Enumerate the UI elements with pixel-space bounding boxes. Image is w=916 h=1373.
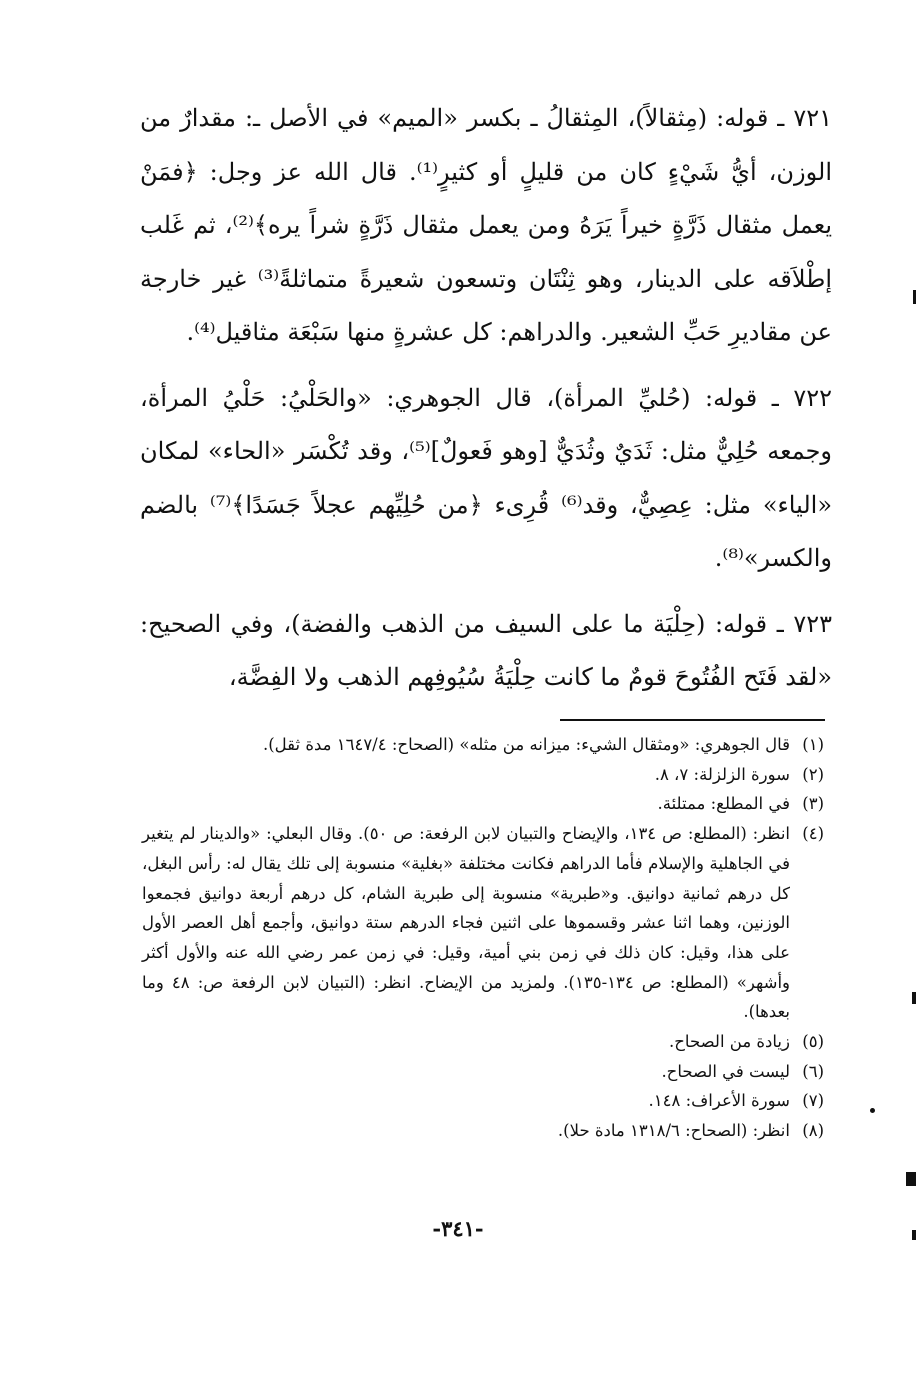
footnote-text: زيادة من الصحاح.: [669, 1032, 790, 1052]
footnote-text: انظر: (المطلع: ص ١٣٤، والإيضاح والتبيان لابن الرفعة: ص ٥٠). وقال البعلي: «والدينار لم يتغير في الجاهلية والإسلام فأما الدراهم فكانت مختلفة «بغلية» منسوبة إلى تلك يقال له: رأس البغل، كل درهم ثمانية دوانيق. و«طبرية» منسوبة إلى طبرية الشام، كل درهم أربعة دوانيق فجمعوا الوزنين، وهما اثنا عشر وقسموها على اثنين فجاء الدرهم ستة دوانيق، وأجمع أهل العصر الأول على هذا، وقيل: كان ذلك في زمن بني أمية، وقيل: في زمن عمر رضي الله عنه والأول أكثر وأشهر» (المطلع: ص ١٣٤-١٣٥). ولمزيد من الإيضاح. انظر: (التبيان لابن الرفعة ص: ٤٨ وما بعدها).: [142, 824, 790, 1022]
footnote-5: [142, 1027, 824, 1057]
footnote-number: (٥): [802, 1032, 824, 1052]
scan-mark: [912, 1230, 916, 1240]
scan-mark: [912, 992, 916, 1004]
footnote-7: [142, 1086, 824, 1116]
footnote-text: سورة الزلزلة: ٧، ٨.: [654, 764, 790, 784]
paragraph-721: ٧٢١ ـ قوله: (مِثقالاً)، المِثقالُ ـ بكسر «الميم» في الأصل ـ: مقدارٌ من الوزن، أيُّ شَيْءٍ كان من قليلٍ أو كثيرٍ⁽¹⁾. قال الله عز وجل: ﴿فمَنْ يعمل مثقال ذَرَّةٍ خيراً يَرَهُ ومن يعمل مثقال ذَرَّةٍ شراً يره﴾⁽²⁾، ثم غَلب إطْلاَقه على الدينار، وهو ثِنْتَان وتسعون شعيرةً متماثلةً⁽³⁾ غير خارجة عن مقاديرِ حَبِّ الشعير. والدراهم: كل عشرةٍ منها سَبْعَة مثاقيل⁽⁴⁾.: [140, 104, 832, 346]
footnote-number: (٢): [802, 764, 824, 784]
footnote-number: (٨): [802, 1121, 824, 1141]
footnote-number: (٦): [802, 1061, 824, 1081]
footnote-text: ليست في الصحاح.: [661, 1061, 790, 1081]
footnote-6: [142, 1057, 824, 1087]
footnote-4: [142, 819, 824, 1027]
footnote-text: انظر: (الصحاح: ١٣١٨/٦ مادة حلا).: [557, 1121, 790, 1141]
footnote-number: (١): [802, 735, 824, 754]
footnote-separator: [560, 719, 825, 721]
footnote-text: في المطلع: ممتلئة.: [657, 794, 790, 814]
footnote-1: [142, 730, 824, 760]
page-number: -٣٤١-: [432, 1216, 484, 1241]
footnote-text: قال الجوهري: «ومثقال الشيء: ميزانه من مثله» (الصحاح: ١٦٤٧/٤ مدة ثقل).: [262, 735, 790, 754]
footnote-number: (٤): [802, 824, 824, 844]
paragraph-723: ٧٢٣ ـ قوله: (حِلْيَة ما على السيف من الذهب والفضة)، وفي الصحيح: «لقد فَتَح الفُتُوحَ قومٌ ما كانت حِلْيَةُ سُيُوفِهم الذهب ولا الفِضَّة،: [140, 609, 832, 691]
scan-mark: [906, 1172, 916, 1186]
scan-mark: [870, 1108, 875, 1113]
paragraph-722: ٧٢٢ ـ قوله: (حُليِّ المرأة)، قال الجوهري: «والحَلْيُ: حَلْيُ المرأة، وجمعه حُلِيٌّ مثل: ثَدَيٌ وثُدَيٌّ [وهو فَعولٌ]⁽⁵⁾، وقد تُكْسَر «الحاء» لمكان «الياء» مثل: عِصِيٌّ، وقد⁽⁶⁾ قُرِىء ﴿من حُلِيِّهم عجلاً جَسَدًا﴾⁽⁷⁾ بالضم والكسر»⁽⁸⁾.: [140, 383, 833, 572]
footnote-number: (٣): [802, 794, 824, 814]
footnotes: [142, 730, 824, 1146]
footnote-text: سورة الأعراف: ١٤٨.: [648, 1091, 790, 1111]
footnote-2: [142, 760, 824, 790]
main-text: [140, 92, 832, 717]
footnote-number: (٧): [802, 1091, 824, 1111]
footnote-3: [142, 789, 824, 819]
footnote-8: [142, 1116, 824, 1146]
